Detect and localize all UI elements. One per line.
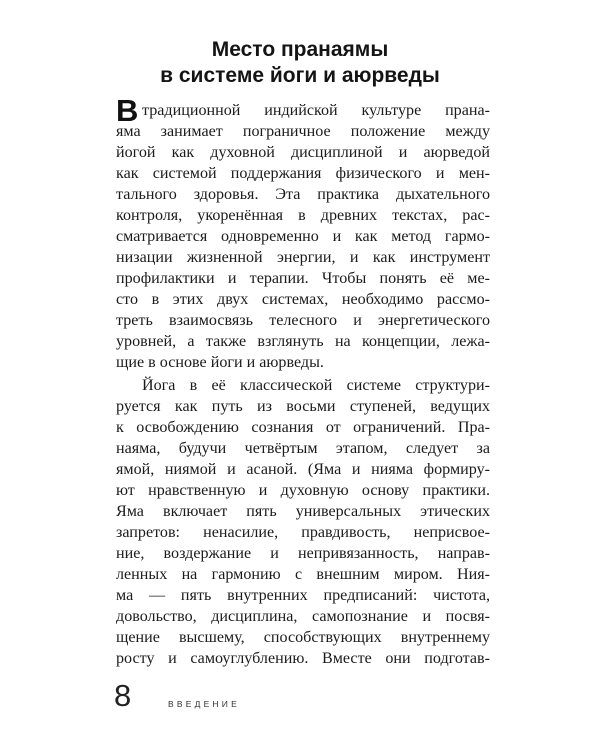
body-line: руется как путь из восьми ступеней, ведущих <box>116 398 490 415</box>
body-line: к освобождению сознания от ограничений. Пра- <box>116 419 490 436</box>
body-line: йогой как духовной дисциплиной и аюрведой <box>116 144 490 161</box>
body-line: уровней, а также взглянуть на концепции, лежа- <box>116 333 490 350</box>
body-line: Яма включает пять универсальных этических <box>116 503 490 520</box>
body-line: запретов: ненасилие, правдивость, неприсвое- <box>116 524 490 541</box>
drop-cap-letter: В <box>116 93 139 128</box>
body-line: профилактики и терапии. Чтобы понять её ме- <box>116 270 490 287</box>
chapter-title-line-1: Место пранаямы <box>211 38 389 61</box>
body-line: Йога в её классической системе структури- <box>142 377 490 394</box>
body-line: ямой, ниямой и асаной. (Яма и нияма формиру- <box>116 461 490 478</box>
body-line: ленных на гармонию с внешним миром. Ния- <box>116 566 490 583</box>
body-line: сматривается одновременно и как метод гармо- <box>116 228 490 245</box>
body-line: росту и самоуглублению. Вместе они подготав- <box>116 650 490 667</box>
body-line: треть взаимосвязь телесного и энергетического <box>116 312 490 329</box>
body-line: контроля, укоренённая в древних текстах, рас- <box>116 207 490 224</box>
body-line: наяма, будучи четвёртым этапом, следует за <box>116 440 490 457</box>
body-line: как системой поддержания физического и мен- <box>116 165 490 182</box>
body-line: низации жизненной энергии, и как инструмент <box>116 249 490 266</box>
body-line: щие в основе йоги и аюрведы. <box>116 354 324 371</box>
running-head: ВВЕДЕНИЕ <box>168 699 240 709</box>
body-line: довольство, дисциплина, самопознание и посвя- <box>116 608 490 625</box>
body-line: яма занимает пограничное положение между <box>116 123 490 140</box>
chapter-title-line-2: в системе йоги и аюрведы <box>160 64 440 87</box>
body-line: сто в этих двух системах, необходимо рассмо- <box>116 291 490 308</box>
body-line: щение высшему, способствующих внутреннему <box>116 629 490 646</box>
body-line: ние, воздержание и непривязанность, направ- <box>116 545 490 562</box>
page-number: 8 <box>114 678 132 713</box>
body-line: ют нравственную и духовную основу практики. <box>116 482 490 499</box>
body-line: тального здоровья. Эта практика дыхательного <box>116 186 490 203</box>
body-line: традиционной индийской культуре прана- <box>142 102 490 119</box>
body-line: ма — пять внутренних предписаний: чистота, <box>116 587 490 604</box>
